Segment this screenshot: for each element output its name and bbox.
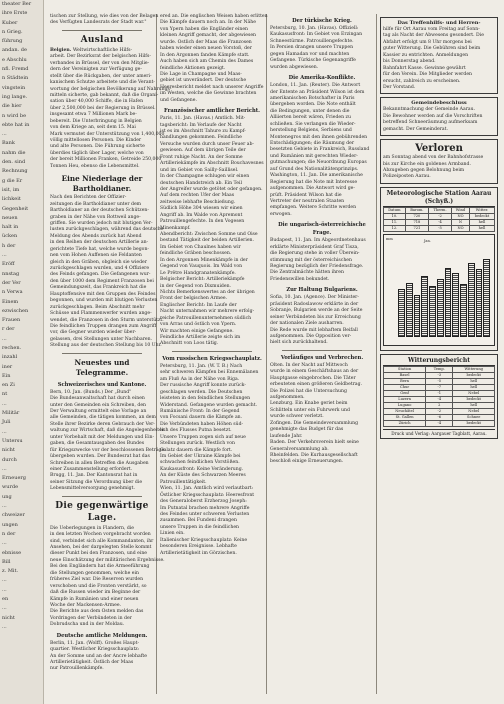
column-rule — [266, 14, 267, 694]
chart-bar — [476, 269, 483, 337]
column-rule — [156, 14, 157, 694]
article-text: Die Ueberlegungen in Flandern, die in den letzten Wochen vorgebracht worden sind, verbindet sich alle Kommandanten, ihr Ansehen, bei der dargelegten Stelle kommt dieser Punkt bei den Franzosen, und eine neue Einschätzung der militärischen Ergebnisse. Bei den Engländern hat die Armeeführung die Stellungen genommen, welche ein früheres Ziel war. Die Reserven wurden verschoben und die Fronten verstärkt, so daß die Russen wieder im Beginne der Kämpfe in Rumänien und einer neuen Woche der Mackensen-Armee. Die Berichte aus dem Osten melden das Vordringen der Verbündeten in der Dobrudscha und in der Moldau. — [50, 525, 165, 628]
ad-heading: Gemeindebeschluss — [411, 100, 467, 107]
article-text: Paris, 11. Jan. (Havas.) Amtlich. Mit- tagsbericht: Im Verlaufe der Nacht ist es im Abschnitt Tahure zu Kampf- handlungen gekommen. Feindliche Versuche wurden durch unser Feuer ab- gewiesen. Auf dem übrigen Teile der Front ruhige Nacht. An der Somme Artilleriekämpfe im Abschnitt Bouchavesnes und im Gebiet von Sailly-Saillisel. In der Champagne schlugen wir einen deutschen Handstreich ab. Ein Teil der Angreifer wurde getötet oder gefangen. Auf dem rechten Ufer der Maas zeitweise lebhafte Beschießung. Südlich Höhe 304 wiesen wir einen Angriff ab. Im Walde von Apremont Patrouillengefechte. In den Vogesen Minenkampf. Abendbericht: Zwischen Somme und Oise bestand Tätigkeit der beiden Artillerien. Im Gebiet von Chaulnes haben wir feindliche Gräben beschossen. In den Argonnen Minenkämpfe in der Gegend von Vauquois. Im Wald von Le Prêtre Handgranatenkämpfe. Belgischer Bericht: Artilleriekämpfe in der Gegend von Dixmuiden. Nichts Bemerkenswertes an der übrigen Front der belgischen Armee. Englischer Bericht: Im Laufe der Nacht unternahmen wir mehrere erfolg- reiche Patrouillenunternehmen südlich von Arras und östlich von Ypern. Wir machten einige Gefangene. Feindliche Artillerie zeigte sich im Abschnitt von Loos tätig. — [160, 116, 264, 347]
chart-bar — [468, 263, 475, 336]
heading-krieg: Der türkische Krieg. — [292, 18, 352, 24]
weather-report-title: Witterungsbericht — [383, 357, 495, 366]
chart-bar — [452, 273, 459, 337]
weather-title: Meteorologische Station Aarau (Schyß.) — [383, 190, 495, 207]
heading-bahn: Eine Niederlage der Bartholdianer. — [61, 174, 143, 194]
ad-lost-title: Verloren — [415, 143, 463, 155]
article-text: Nach den Berichten der Offizier- zeitungen die Bartholdianer unter dem Bartholdianer an der deutschen Schützen- graben in der Nähe von Rottweil ange- griffen. Sie wurden jedoch mit blutigen Ver- lusten zurückgeschlagen, während das deutsche Meldung des Abends zurück hat Abend in den Reihen der deutschen Artillerie an- gerichtete Tiefe hat, welche wurde begon- nen vom Hohen Auffenen sie Feldanten gleich in den Gräben, obgleich sie wieder zurückgeschlagen wurden, und 4 Offiziere des Feinds gefangen. Die Gefangenen wur- den über 1000 dem Regiment Franzosen bei Gemeindungszeit, das Frankreich hat die Hauptoffensive mit den Gruppen des Feindes begonnen, und wurden mit blutigen Verlusten zurückgeschlagen. Beim Abschnitt mehr Schüsse und Flammenwerfer wurden ange- wendet, die Franzosen in den Sturm unterstützt. Die feindlichen Truppen drangen zum Angriff vor, die Gegner wurden wieder über- gelassen, drei Stellungen unter Nachbaren. Stellung aus der deutschen Stellung bis 10 Uhr. — [50, 195, 164, 349]
advertisement-lost — [380, 139, 498, 184]
chart-bar — [429, 286, 436, 337]
heading-lage: Die gegenwärtige Lage. — [55, 500, 149, 523]
weather-station — [380, 187, 498, 351]
weather-report-table: Station Temp. Witterung Basel -3 bedeckt Bern -5 hell Chur -7 hell Genf -1 Nebel Luzern -4 bedeckt Lugano 2 hell Neuchâtel -2 Nebel St. Gallen -6 Schnee Zürich -4 bedeckt — [383, 366, 495, 427]
column-1 — [50, 14, 172, 694]
heading-bulgaria: Zur Haltung Bulgariens. — [286, 287, 358, 294]
article-text: Sofia, 10. Jan. (Agence). Der Minister- präsident Radoslawow erklärte in der Sobranje, Bulgarien werde an der Seite seiner Verbündeten bis zur Erreichung der nationalen Ziele ausharren. Die Rede wurde mit lebhaftem Beifall aufgenommen. Die Opposition ver- hielt sich zurückhaltend. — [270, 295, 363, 346]
heading-amerika: Die Amerika-Konflikte. — [288, 75, 356, 82]
ad-text: am Sonntag abend von der Bahnhofstrasse bis zur Kirche ein goldenes Armband. Abzugeben gegen Belohnung beim Polizeiposten Aarau. — [383, 155, 484, 180]
article-text: tischen zur Stellung, wie dies von der Belagen des Verfügten Landesrats der Stadt war." — [50, 14, 159, 26]
chart-bar — [414, 295, 421, 337]
chart-bar — [398, 289, 405, 337]
article-text: London, 11. Jan. (Reuter). Die Antwort der Entente an Präsident Wilson ist dem amerikanischen Botschafter in Paris übergeben worden. Die Note enthält die Bedingungen, unter denen die Alliierten bereit wären, Frieden zu schließen. Sie verlangen die Wieder- herstellung Belgiens, Serbiens und Montenegros mit den ihnen gebührenden Entschädigungen; die Räumung der besetzten Gebiete in Frankreich, Russland und Rumänien mit gerechten Wieder- gutmachungen; die Neuordnung Europas auf Grund des Nationalitätenprinzips. Washington, 11. Jan. Die amerikanische Regierung hat die Note mit Interesse aufgenommen. Die Antwort wird ge- prüft. Präsident Wilson hat die Vertreter der neutralen Staaten empfangen. Weitere Schritte werden erwogen. — [270, 83, 370, 217]
heading-bern: Französischer amtlicher Bericht. — [164, 108, 260, 115]
footer-imprint: Druck und Verlag: Aargauer Tagblatt, Aarau. — [383, 429, 495, 437]
chart-bar — [406, 283, 413, 337]
barometer-chart: mm Jan. — [383, 234, 495, 346]
ad-text: hilfe für Ort Aarau vom Freitag auf Sonn- tag als Nacht der Abwesens gesondert. Die Abfahrt erfolgt um 8 Uhr morgens bei guter Witterung. Die Gebühren sind beim Kassier zu entrichten. Anmeldungen bis Donnerstag abend. Bahnfahrt Kasse. Gewinne gewährt für den Verein. Die Mitglieder werden ersucht, zahlreich zu erscheinen. Der Vorstand. — [383, 27, 484, 90]
chart-bars — [398, 253, 490, 337]
heading-deutsch: Deutsche amtliche Meldungen. — [56, 632, 148, 639]
article-text: Petersburg, 11. Jan. (W. T. B.) Nach sehr schweren Kämpfen bei Ennemälanen am Fluß Aa in der Nähe von Riga. Der russische Angriff konnte zurück- geschlagen werden. Die Deutschen leisteten in den feindlichen Stellungen Widerstand. Gefangene wurden gemacht. Rumänische Front: In der Gegend von Focsani dauern die Kämpfe an. Die Verbündeten haben Höhen süd- lich des Flusses Putna besetzt. Unsere Truppen zogen sich auf neue Stellungen zurück. Westlich von Galatz dauern die Kämpfe fort. Im Gebiet der Ukraine Kämpfe bei schwachen feindlichen Vorstößen. Kaukasusfront: Keine Veränderung. An der Küste des Schwarzen Meeres Patrouillentätigkeit. Wien, 11. Jan. Amtlich wird verlautbart: Östlicher Kriegsschauplatz: Heeresfront des Generaloberst Erzherzog Joseph: Im Putnatal brachen mehrere Angriffe des Feindes unter schweren Verlusten zusammen. Bei Fundeni drangen unsere Truppen in die feindlichen Linien ein. Italienischer Kriegsschauplatz: Keine besonderen Ereignisse. Lebhafte Artillerietätigkeit im Görzischen. — [160, 363, 259, 556]
article-text: Bern, 10. Jan. (Bunds.) Der „Bund" Die Bundesanwaltschaft hat durch einen unter den Gemeinden ein Schreiben, den Der Verwaltung ermittelt eine Vorlage an alle Gemeinden, die tätigen kommen, an dem Stelle ihrer Bezirke deren Gebrauch der Ver- waltung zur Wirtschaft, daß die Angelegenheiten unter Vorbehalt mit der Meldungen und Ein- gaben, die Gesamtausgaben des Bundes für Kriegszwecke vor der beschlossenen Beträge übergeben wurden. Der Bundesrat hat das Schreiben in allen Betreffen die Ausgaben einer Zusammenstellung erfordert. Brugg, 11. Jan. Der Kantonsrat hat in seiner Sitzung die Verordnung über die Lebensmittelversorgung genehmigt. — [50, 389, 165, 492]
heading-news: Neuestes und Telegramme. — [74, 357, 130, 377]
chart-bar — [460, 284, 467, 336]
heading-ungar: Die ungarisch-österreichische Frage. — [278, 222, 366, 237]
separator — [282, 350, 362, 351]
article-text: Belgien. Weltwirtschaftliche Hilfs- arbeit. Der Bezirksrat der belgischen Hilfs- verbandes in Brüssel, der von den Mitglie- dern der Vereinigten zur Verfügung ge- stellt über die Rückgaben, der unter ameri- kanischem Schutze arbeitete und die Verant- wortung der belgischen Bevölkerung auf Nahrungs- mitteln sicherte, gab bekannt, daß die Organi- sation über 40,000 Schiffe, die in Hafen über 2,500,000 bei der Regierung in Brüssel. insgesamt etwa 7 Millionen Mark be- bebereit. Die Unterbringung in Belgien von dem Kriege an, seit dem 15. Mai Mark vermutet der Unterstützung von 1,400,000 völlig mittellosen Personen. Die Kinder und alte Personen. Die Führung sicherte überdies täglich über Lager, welche von der bereit Millionen Franken, Getreide 250,000 Tonnen Heu, ebenso die Lebensmittel. — [50, 47, 172, 169]
heading-news-sub: Schweizerisches und Kantone. — [57, 381, 147, 388]
chart-bar — [445, 268, 452, 337]
previous-page-strip: theater Ber ihre Erste Kuber n Grieg. führung andan. de e Abschlu nfi. Fremd n Städtein vingstein ing lange. die hier n wird be ebte hat in ... Bank nahm die den. sind Rechnung g die Er isit, im lichkeit Gegenheit neuen halt in ücken h der ... Eröff nnstag der Ver n Verwa Einem ezwischen Frauen r der ... rechen. inzahl iner Ein en Zi nt ... Militär Juli ... Untersu nicht durch ... Erneuerg wurde ung ... chweizer ungen n der ... ebnisse Bill z. Mit. ... ... en ... nicht ... — [0, 0, 44, 704]
article-text: Budapest, 11. Jan. Im Abgeordnetenhaus erklärte Ministerpräsident Graf Tisza, die Regierung stehe in voller Überein- stimmung mit der österreichischen Regierung bezüglich der Friedensfrage. Die Zentralmächte hätten ihren Friedenswillen bekundet. — [270, 238, 366, 282]
heading-kantone: Vorläufiges und Verbrechen. — [280, 354, 364, 361]
weather-table: Datum Barom. Therm. Wind Witter. 10. 720 -2 NO bedeckt 11. 718 -4 N hell 12. 721 -5 NO hell — [383, 207, 495, 232]
separator — [172, 351, 252, 352]
article-text: Petersburg, 10. Jan. (Havas). Offiziell: Kaukasusfront: Im Gebiet von Erzingan Schneestürme. Patrouillengefechte. In Persien drangen unsere Truppen gegen Hamadan vor und machten Gefangene. Türkische Gegenangriffe wurden abgewiesen. — [270, 26, 363, 70]
article-text: Berlin, 11. Jan. (Wolff). Großes Haupt- quartier. Westlicher Kriegsschauplatz: An der Somme und an der Ancre lebhafte Artillerietätigkeit. Östlich der Maas nur Patrouillenkämpfe. — [50, 640, 147, 672]
separator — [62, 353, 142, 354]
advertisement-notice — [380, 17, 498, 94]
article-text: ered an. Die englischen Weisen haben erlitten Die Kämpfe dauern noch an. In der Nähe von Ypern haben die Engländer einen kleinen Angriff gemacht, der abgewiesen wurde. Ostlich der Maas die Franzosen haben wieder einen neuen Vorstoß, der In den Argonnen fanden Kämpfe statt. Auch haben sich am Chemin des Dames feindliche Aktionen gezeigt. Die Lage in Champagne und Maas- gebiet ist unverändert. Der deutsche Heeresbericht meldet nach unserer Angriffe im Westen, welche die Gewinne brachten und Gefangene. — [160, 14, 268, 103]
weather-report — [380, 354, 498, 440]
chart-bar — [421, 276, 428, 337]
chart-bar — [483, 259, 490, 337]
advertisement-gemeinde — [380, 97, 498, 136]
separator — [62, 496, 142, 497]
heading-cuba: Vom russischen Kriegsschauplatz. — [162, 355, 262, 362]
article-text: Olten. In der Nacht auf Mittwoch wurde in einem Geschäftshaus an der Hauptgasse eingebrochen. Die Täter erbeuteten einen größeren Geldbetrag. Die Polizei hat die Untersuchung aufgenommen. Lenzburg. Ein Knabe geriet beim Schlitteln unter ein Fuhrwerk und wurde schwer verletzt. Zofingen. Die Gemeindeversammlung genehmigte das Budget für das laufende Jahr. Baden. Der Verkehrsverein hielt seine Generalversammlung ab. Rheinfelden. Die Kurhausgesellschaft beschloß einige Erneuerungen. — [270, 362, 363, 465]
separator — [62, 30, 142, 31]
column-rule — [376, 14, 377, 694]
ad-text: Bekanntmachung der Gemeinde Aarau. Die Bewohner werden auf die Vorschriften betreffend Schneeräumung aufmerksam gemacht. Der Gemeinderat. — [383, 107, 483, 132]
heading-ausland: Ausland — [80, 34, 124, 45]
column-3 — [270, 14, 374, 694]
chart-bar — [437, 279, 444, 336]
column-2 — [160, 14, 268, 694]
column-4 — [380, 14, 498, 694]
ad-heading: Das Treffenhilfs- und Herren- — [397, 20, 481, 26]
